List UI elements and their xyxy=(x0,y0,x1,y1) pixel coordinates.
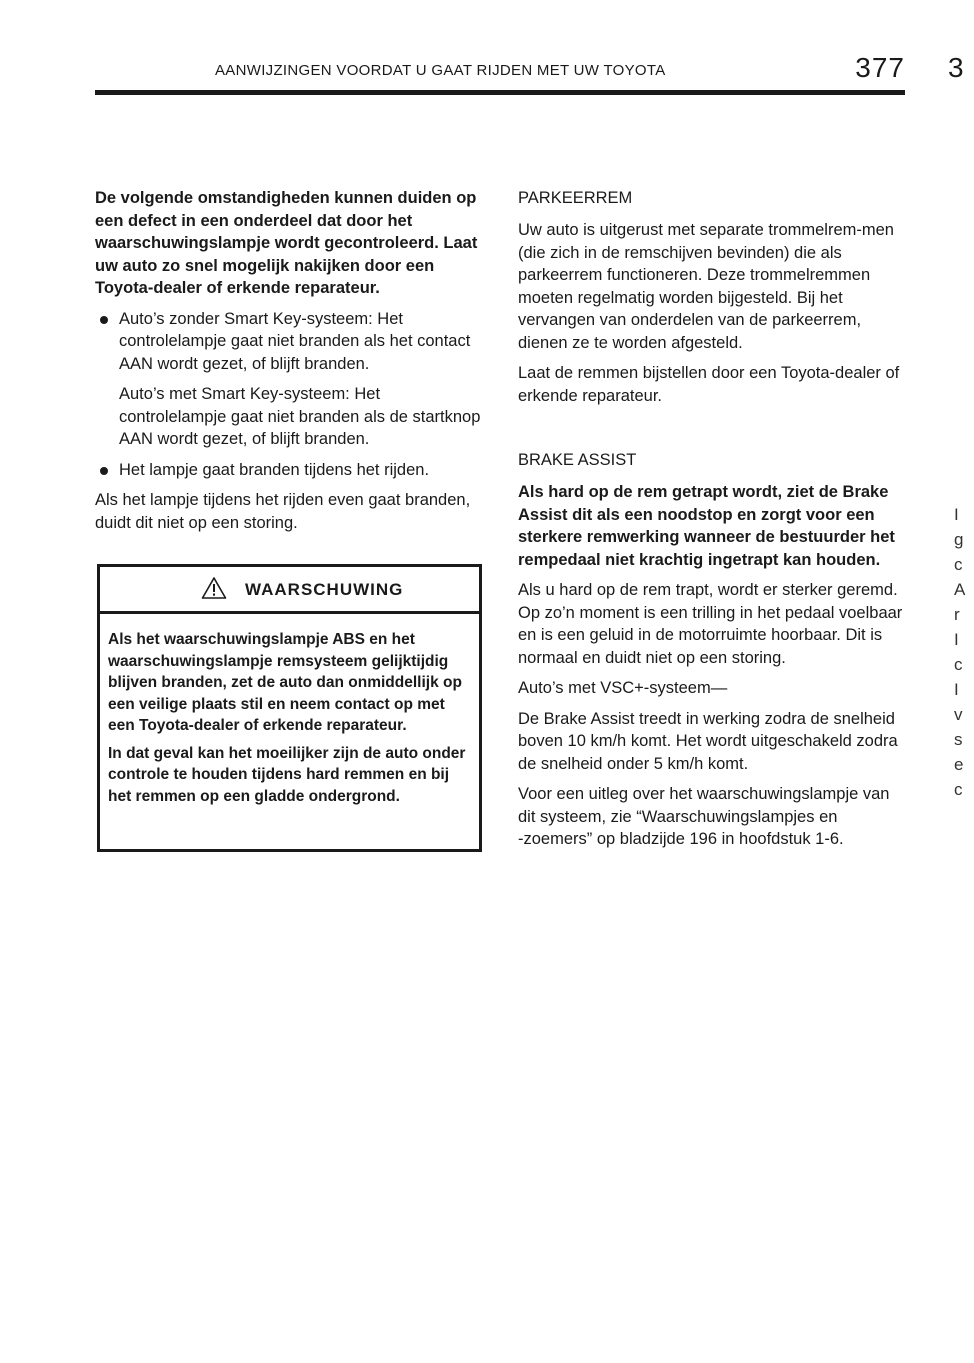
warning-title: WAARSCHUWING xyxy=(245,580,404,599)
bullet-text: Auto’s zonder Smart Key‑systeem: Het controlelampje gaat niet branden als het contact AAN wordt gezet, of blijft branden. xyxy=(119,309,471,373)
page-header xyxy=(95,52,905,95)
right-column xyxy=(518,187,903,859)
bullet-item xyxy=(95,308,485,376)
paragraph: Voor een uitleg over het waarschuwingslampje van dit systeem, zie “Waarschuwingslampjes en ‑zoemers” op bladzijde 196 in hoofdstuk 1‑6. xyxy=(518,785,890,848)
paragraph: Als u hard op de rem trapt, wordt er sterker geremd. Op zo’n moment is een trilling in het pedaal voelbaar en is een geluid in de motorruimte hoorbaar. Dit is normaal en duidt niet op een storing. xyxy=(518,581,903,667)
warning-body xyxy=(100,614,479,807)
edge-letter: e xyxy=(954,755,964,774)
warning-triangle-icon xyxy=(201,576,227,600)
edge-letter: A xyxy=(954,580,966,599)
adjacent-page-number: 3 xyxy=(948,52,964,83)
paragraph: Auto’s met VSC+‑systeem— xyxy=(518,679,728,697)
edge-letter: v xyxy=(954,705,963,724)
bullet-text: Het lampje gaat branden tijdens het rijden. xyxy=(119,460,430,479)
section-heading-parkeerrem: PARKEERREM xyxy=(518,189,633,207)
note-paragraph: Als het lampje tijdens het rijden even gaat branden, duidt dit niet op een storing. xyxy=(95,491,471,532)
paragraph: Laat de remmen bijstellen door een Toyota‑dealer of erkende reparateur. xyxy=(518,364,900,405)
paragraph: De Brake Assist treedt in werking zodra de snelheid boven 10 km/h komt. Het wordt uitgeschakeld zodra de snelheid onder 5 km/h komt. xyxy=(518,709,898,773)
bullet-continuation: Auto’s met Smart Key‑systeem: Het controlelampje gaat niet branden als de startknop AAN wordt gezet, of blijft branden. xyxy=(119,385,481,448)
edge-letter: I xyxy=(954,630,959,649)
page-number: 377 xyxy=(855,52,905,83)
warning-paragraph: In dat geval kan het moeilijker zijn de auto onder controle te houden tijdens hard remmen en bij het remmen op een gladde ondergrond. xyxy=(108,744,466,805)
edge-letter: I xyxy=(954,680,959,699)
edge-letter: c xyxy=(954,555,963,574)
bullet-item xyxy=(95,459,485,482)
edge-letter: c xyxy=(954,655,963,674)
warning-header xyxy=(100,567,479,614)
section-heading-brake-assist: BRAKE ASSIST xyxy=(518,451,637,469)
edge-letter: r xyxy=(954,605,960,624)
bullet-dot-icon xyxy=(100,316,108,324)
warning-paragraph: Als het waarschuwingslampje ABS en het waarschuwingslampje remsysteem gelijktijdig blijven branden, zet de auto dan onmiddellijk op een veilige plaats stil en neem contact op met een Toyota‑dealer of erkende reparateur. xyxy=(108,631,462,734)
paragraph: Uw auto is uitgerust met separate trommelrem-men (die zich in de remschijven bevinden) die als parkeerrem functioneren. Deze trommelremmen moeten regelmatig worden bijgesteld. Bij het vervangen van onderdelen van de parkeerrem, dienen ze te worden afgesteld. xyxy=(518,221,894,352)
bullet-dot-icon xyxy=(100,467,108,475)
header-title: AANWIJZINGEN VOORDAT U GAAT RIJDEN MET UW TOYOTA xyxy=(215,62,666,79)
bold-paragraph: Als hard op de rem getrapt wordt, ziet de Brake Assist dit als een noodstop en zorgt voor een sterkere remwerking wanneer de bestuurder het rempedaal niet krachtig ingetrapt kan houden. xyxy=(518,483,895,569)
intro-paragraph: De volgende omstandigheden kunnen duiden op een defect in een onderdeel dat door het waarschuwingslampje wordt gecontroleerd. Laat uw auto zo snel mogelijk nakijken door een Toyota‑dealer of erkende reparateur. xyxy=(95,189,478,297)
edge-letter: s xyxy=(954,730,963,749)
left-column xyxy=(95,187,485,542)
edge-letter: g xyxy=(954,530,964,549)
edge-letter: I xyxy=(954,505,959,524)
warning-box xyxy=(97,564,482,852)
edge-letter: c xyxy=(954,780,963,799)
spacer xyxy=(518,415,903,449)
adjacent-page-edge xyxy=(954,502,974,802)
